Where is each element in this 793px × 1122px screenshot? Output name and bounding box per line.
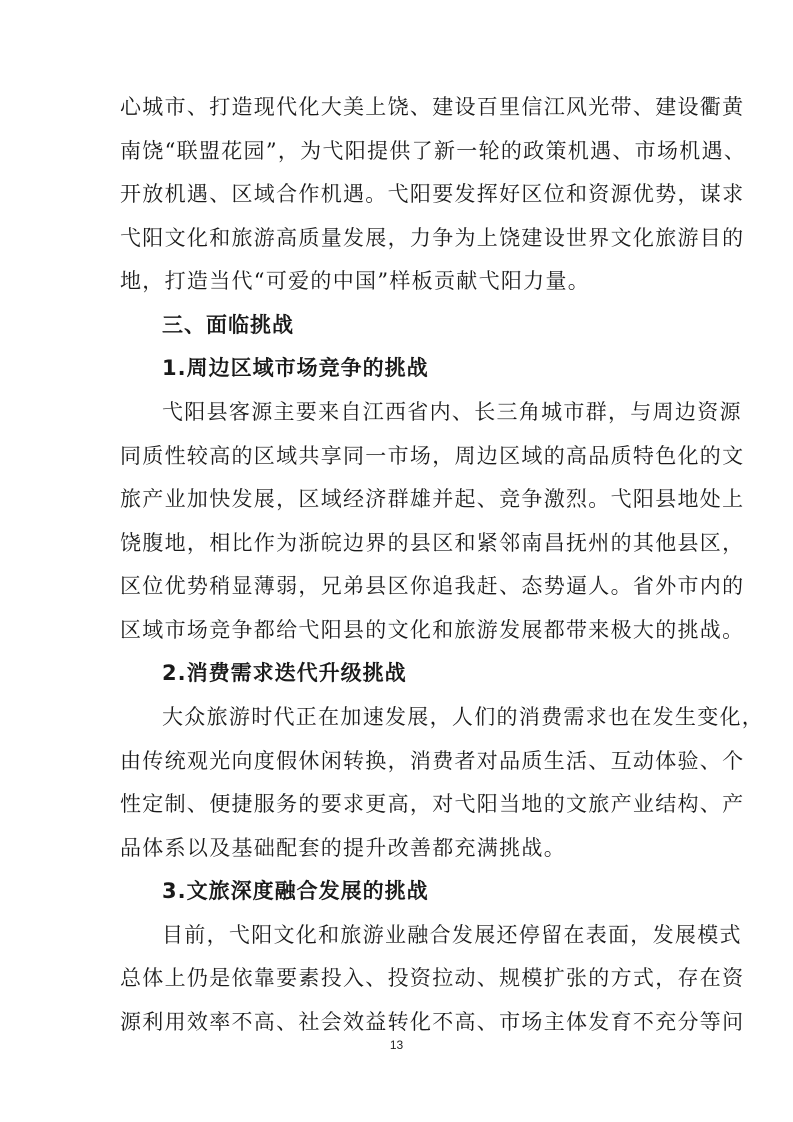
body-text-line: 区域市场竞争都给弋阳县的文化和旅游发展都带来极大的挑战。: [120, 618, 745, 642]
body-text-line: 心城市、打造现代化大美上饶、建设百里信江风光带、建设衢黄: [120, 95, 745, 119]
body-text-line: 大众旅游时代正在加速发展，人们的消费需求也在发生变化，: [162, 705, 765, 729]
page-number: 13: [389, 1038, 404, 1052]
body-text-line: 饶腹地，相比作为浙皖边界的县区和紧邻南昌抚州的其他县区，: [120, 531, 745, 555]
subsection-heading: 2.消费需求迭代升级挑战: [162, 661, 407, 685]
body-text-line: 同质性较高的区域共享同一市场，周边区域的高品质特色化的文: [120, 444, 745, 468]
body-text-line: 总体上仍是依靠要素投入、投资拉动、规模扩张的方式，存在资: [120, 966, 745, 990]
subsection-heading: 1.周边区域市场竞争的挑战: [162, 356, 429, 380]
body-text-line: 区位优势稍显薄弱，兄弟县区你追我赶、态势逼人。省外市内的: [120, 574, 745, 598]
body-text-line: 开放机遇、区域合作机遇。弋阳要发挥好区位和资源优势，谋求: [120, 182, 745, 206]
body-text-line: 弋阳文化和旅游高质量发展，力争为上饶建设世界文化旅游目的: [120, 226, 745, 250]
body-text-line: 旅产业加快发展，区域经济群雄并起、竞争激烈。弋阳县地处上: [120, 487, 745, 511]
body-text-line: 源利用效率不高、社会效益转化不高、市场主体发育不充分等问: [120, 1010, 745, 1034]
body-text-line: 弋阳县客源主要来自江西省内、长三角城市群，与周边资源: [162, 400, 742, 424]
body-text-line: 目前，弋阳文化和旅游业融合发展还停留在表面，发展模式: [162, 923, 742, 947]
body-text-line: 地，打造当代“可爱的中国”样板贡献弋阳力量。: [120, 269, 591, 293]
body-text-line: 南饶“联盟花园”，为弋阳提供了新一轮的政策机遇、市场机遇、: [120, 139, 747, 163]
body-text-line: 由传统观光向度假休闲转换，消费者对品质生活、互动体验、个: [120, 749, 745, 773]
subsection-heading: 3.文旅深度融合发展的挑战: [162, 879, 429, 903]
body-text-line: 性定制、便捷服务的要求更高，对弋阳当地的文旅产业结构、产: [120, 792, 745, 816]
section-heading: 三、面临挑战: [162, 313, 294, 337]
body-text-line: 品体系以及基础配套的提升改善都充满挑战。: [120, 836, 566, 860]
